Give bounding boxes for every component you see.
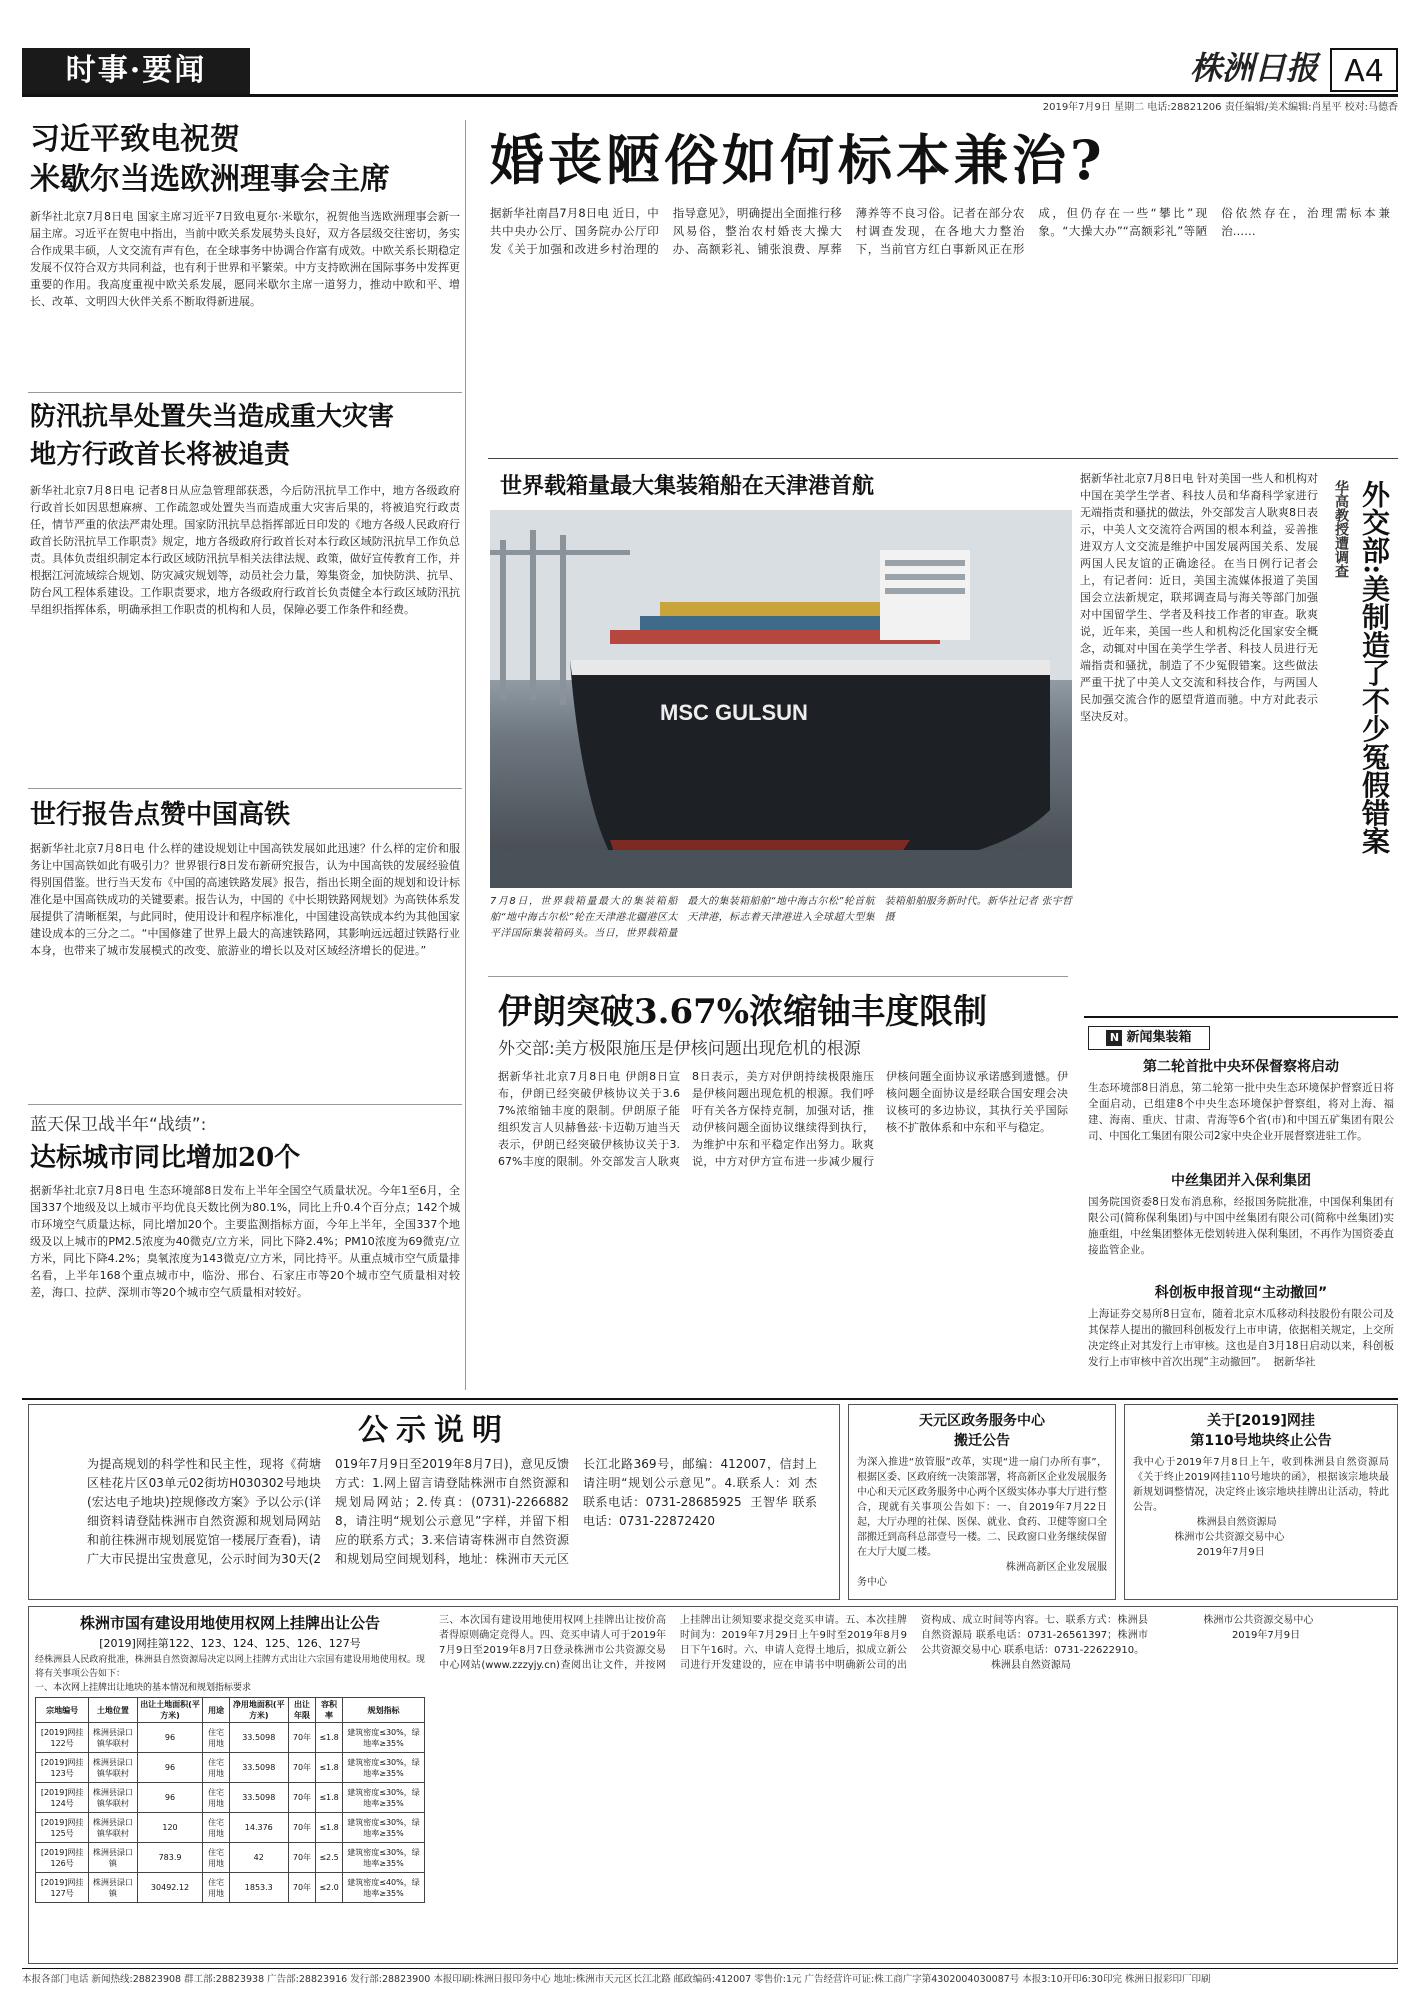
land-table-col-header: 容积率 — [316, 1698, 343, 1723]
land-table-row — [36, 1723, 425, 1753]
article-3-title: 世行报告点赞中国高铁 — [30, 800, 291, 830]
land-table-cell: 96 — [137, 1753, 203, 1783]
land-table-cell: 33.5098 — [229, 1753, 288, 1783]
land-table-cell: 120 — [137, 1813, 203, 1843]
land-table-cell: 14.376 — [229, 1813, 288, 1843]
land-table-cell: 30492.12 — [137, 1873, 203, 1903]
land-table-cell: 42 — [229, 1843, 288, 1873]
footer-text: 本报各部门电话 新闻热线:28823908 群工部:28823938 广告部:28823916 发行部:28823900 本报印刷:株洲日报印务中心 地址:株洲市天元区长江北路 邮政编码:412007 零售价:1元 广告经营许可证:株工商广字第4302004030087号 本报3:10开印6:30印完 株洲日报彩印厂印刷 — [22, 1974, 1211, 1985]
footer-rule — [22, 1968, 1398, 1969]
notice-4-table-caption: 一、本次网上挂牌出让地块的基本情况和规划指标要求 — [35, 1683, 252, 1693]
land-table-cell: 70年 — [288, 1723, 315, 1753]
land-table-cell: 70年 — [288, 1813, 315, 1843]
land-table-cell: 建筑密度≤30%，绿地率≥35% — [343, 1783, 425, 1813]
divider — [28, 788, 462, 789]
land-table-cell: 96 — [137, 1723, 203, 1753]
news-item-1-body: 生态环境部8日消息，第二轮第一批中央生态环境保护督察近日将全面启动，已组建8个中央生态环境保护督察组，将对上海、福建、海南、重庆、甘肃、青海等6个省(市)和中国五矿集团有限公司、中国化工集团有限公司2家中央企业开展督察进驻工作。 — [1088, 1082, 1394, 1142]
divider — [28, 1104, 462, 1105]
notice-4-intro: 经株洲县人民政府批准，株洲县自然资源局决定以网上挂牌方式出让六宗国有建设用地使用权。现将有关事项公告如下： — [35, 1655, 425, 1679]
land-table-col-header: 宗地编号 — [36, 1698, 89, 1723]
photo-title: 世界载箱量最大集装箱船在天津港首航 — [500, 473, 875, 499]
land-table-cell: 1853.3 — [229, 1873, 288, 1903]
land-table-col-header: 规划指标 — [343, 1698, 425, 1723]
land-table-row — [36, 1753, 425, 1783]
masthead-info: 2019年7月9日 星期二 电话:28821206 责任编辑/美术编辑:肖星平 校对:马德香 — [1042, 102, 1398, 113]
ship-name-label: MSC GULSUN — [660, 700, 808, 725]
divider — [488, 458, 1398, 459]
land-table-cell: 70年 — [288, 1783, 315, 1813]
article-5-title: 伊朗突破3.67%浓缩铀丰度限制 — [498, 992, 988, 1032]
land-table-cell: [2019]网挂123号 — [36, 1753, 89, 1783]
land-table-cell: 株洲县渌口镇华联村 — [89, 1723, 137, 1753]
page-number: A4 — [1330, 48, 1398, 92]
land-table-cell: ≤1.8 — [316, 1723, 343, 1753]
land-table-col-header: 净用地面积(平方米) — [229, 1698, 288, 1723]
notice-3-title: 关于[2019]网挂 第110号地块终止公告 — [1190, 1413, 1332, 1449]
land-table-col-header: 用途 — [203, 1698, 229, 1723]
land-table-cell: 株洲县渌口镇华联村 — [89, 1813, 137, 1843]
land-table-cell: 70年 — [288, 1753, 315, 1783]
news-item-3-title: 科创板申报首现“主动撤回” — [1154, 1285, 1328, 1301]
land-table-cell: 住宅用地 — [203, 1783, 229, 1813]
notice-1-title: 公示说明 — [358, 1413, 510, 1448]
news-icon: N — [1106, 1030, 1122, 1046]
main-article-body: 据新华社南昌7月8日电 近日，中共中央办公厅、国务院办公厅印发《关于加强和改进乡村治理的指导意见》，明确提出全面推行移风易俗，整治农村婚丧大操大办、高额彩礼、铺张浪费、厚葬薄养等不良习俗。记者在部分农村调查发现，在各地大力整治下，当前官方红白事新风正在形成，但仍存在一些“攀比”现象。“大操大办”“高额彩礼”等陋俗依然存在，治理需标本兼治…… — [490, 206, 1390, 256]
land-table-cell: 70年 — [288, 1843, 315, 1873]
land-table-cell: 株洲县渌口镇 — [89, 1843, 137, 1873]
land-table-col-header: 出让土地面积(平方米) — [137, 1698, 203, 1723]
notice-3 — [1124, 1404, 1398, 1600]
land-table-cell: 70年 — [288, 1873, 315, 1903]
land-table-cell: [2019]网挂122号 — [36, 1723, 89, 1753]
photo-caption: 7月8日，世界载箱量最大的集装箱船舶“地中海古尔松”轮在天津港北疆港区太平洋国际集装箱码头。当日，世界载箱量最大的集装箱船舶“地中海古尔松”轮首航天津港，标志着天津港进入全球超大型集装箱船舶服务新时代。新华社记者 张宇哲 摄 — [490, 896, 1076, 939]
land-table-row — [36, 1873, 425, 1903]
notice-4-title: 株洲市国有建设用地使用权网上挂牌出让公告 — [79, 1614, 380, 1632]
land-table-cell: 住宅用地 — [203, 1723, 229, 1753]
notice-4 — [28, 1606, 1398, 1964]
news-box-label — [1088, 1026, 1210, 1050]
land-table-cell: 33.5098 — [229, 1723, 288, 1753]
article-1-title: 习近平致电祝贺 米歇尔当选欧洲理事会主席 — [30, 122, 390, 197]
land-table-cell: [2019]网挂126号 — [36, 1843, 89, 1873]
notice-4-body: 三、本次国有建设用地使用权网上挂牌出让按价高者得原则确定竞得人。四、竞买申请人可于2019年7月9日至2019年8月7日登录株洲市公共资源交易中心网站(www.zzzyjy.cn)查阅出让文件，并按网上挂牌出让须知要求提交竞买申请。五、本次挂牌时间为：2019年7月29日上午9时至2019年8月9日下午16时。六、申请人竞得土地后，拟成立新公司进行开发建设的，应在申请书中明确新公司的出资构成、成立时间等内容。七、联系方式：株洲县自然资源局 联系电话：0731-26561397；株洲市公共资源交易中心 联系电话：0731-22622910。 株洲县自然资源局 株洲市公共资源交易中心 2019年7月9日 — [439, 1615, 1314, 1671]
land-table-cell: ≤1.8 — [316, 1753, 343, 1783]
article-3-body: 据新华社北京7月8日电 什么样的建设规划让中国高铁发展如此迅速？什么样的定价和服务让中国高铁如此有吸引力？世界银行8日发布新研究报告，认为中国高铁的发展经验值得别国借鉴。世行当天发布《中国的高速铁路发展》报告，指出长期全面的规划和设计标准化是中国高铁成功的关键要素。报告认为，中国的《中长期铁路网规划》为高铁体系发展提供了清晰框架，与此同时，使用设计和程序标准化，中国建设高铁成本约为其他国家建设成本的三分之二。“中国修建了世界上最大的高速铁路网，其影响远远超过铁路行业本身，也带来了城市发展模式的改变、旅游业的增长以及对区域经济增长的促进。” — [30, 842, 460, 957]
news-item-2-body: 国务院国资委8日发布消息称，经报国务院批准，中国保利集团有限公司(简称保利集团)与中国中丝集团有限公司(简称中丝集团)实施重组，中丝集团整体无偿划转进入保利集团，不再作为国资委直接监管企业。 — [1088, 1196, 1394, 1256]
section-name: 时事·要闻 — [65, 53, 207, 88]
land-table-cell: 株洲县渌口镇 — [89, 1873, 137, 1903]
notices-rule — [22, 1398, 1398, 1400]
land-table-cell: ≤1.8 — [316, 1813, 343, 1843]
land-table-cell: ≤2.0 — [316, 1873, 343, 1903]
paper-logo: 株洲日报 — [1190, 49, 1319, 87]
notice-2-title: 天元区政务服务中心 搬迁公告 — [919, 1413, 1045, 1449]
land-table-cell: 建筑密度≤30%，绿地率≥35% — [343, 1813, 425, 1843]
column-divider — [465, 120, 466, 1390]
land-table-header — [36, 1698, 425, 1723]
land-table-col-header: 土地位置 — [89, 1698, 137, 1723]
notice-1 — [28, 1404, 840, 1600]
land-table-cell: 株洲县渌口镇华联村 — [89, 1753, 137, 1783]
article-4-kicker: 蓝天保卫战半年“战绩”: — [30, 1115, 207, 1135]
land-table-cell: 建筑密度≤30%，绿地率≥35% — [343, 1753, 425, 1783]
land-table-body — [36, 1723, 425, 1903]
land-table-cell: 783.9 — [137, 1843, 203, 1873]
news-box — [1084, 1016, 1398, 1392]
land-table-cell: 建筑密度≤30%，绿地率≥35% — [343, 1843, 425, 1873]
side-body: 据新华社北京7月8日电 针对美国一些人和机构对中国在美学生学者、科技人员和华裔科学家进行无端指责和骚扰的做法，外交部发言人耿爽8日表示，中美人文交流符合两国的根本利益，妥善推进双方人文交流是维护中国发展两国关系、发展两国人民友谊的正确途径。在当日例行记者会上，有记者问：近日，美国主流媒体报道了美国国会立法新规定，联邦调查局与海关等部门加强对中国留学生、学者及科技工作者的审查。耿爽说，近年来，美国一些人和机构泛化国家安全概念，动辄对中国在美学生学者、科技人员进行无端指责和骚扰，制造了不少冤假错案。这些做法严重干扰了中美人文交流和科技合作，与两国人民加强交流合作的愿望背道而驰。中方对此表示坚决反对。 — [1080, 472, 1318, 723]
land-table-cell: ≤1.8 — [316, 1783, 343, 1813]
ship-photo — [490, 510, 1072, 888]
land-table-row — [36, 1783, 425, 1813]
news-item-3-body: 上海证券交易所8日宣布，随着北京木瓜移动科技股份有限公司及其保荐人提出的撤回科创板发行上市申请，依据相关规定，上交所决定终止对其发行上市审核。这也是自3月18日启动以来，科创板发行上市审核中首次出现“主动撤回”。 据新华社 — [1088, 1308, 1394, 1368]
article-5-subtitle: 外交部:美方极限施压是伊核问题出现危机的根源 — [498, 1039, 861, 1059]
section-tag — [22, 48, 250, 94]
notice-2 — [848, 1404, 1116, 1600]
article-4-body: 据新华社北京7月8日电 生态环境部8日发布上半年全国空气质量状况。今年1至6月，全国337个地级及以上城市平均优良天数比例为80.1%，同比上升0.4个百分点；142个城市环境空气质量达标，同比增加20个。主要监测指标方面，今年上半年，全国337个地级及以上城市的PM2.5浓度为40微克/立方米，同比下降2.4%；PM10浓度为69微克/立方米，同比下降4.2%；臭氧浓度为143微克/立方米，同比持平。从重点城市空气质量排名看，上半年168个重点城市中，临汾、邢台、石家庄市等20个城市空气质量相对较差，海口、拉萨、深圳市等20个城市空气质量相对较好。 — [30, 1184, 460, 1299]
masthead-rule — [22, 94, 1398, 97]
land-table-cell: 住宅用地 — [203, 1753, 229, 1783]
article-2-title: 防汛抗旱处置失当造成重大灾害 地方行政首长将被追责 — [30, 402, 395, 470]
land-table-cell: 建筑密度≤30%，绿地率≥35% — [343, 1723, 425, 1753]
ship-illustration — [490, 510, 1072, 888]
news-box-label-text: 新闻集装箱 — [1126, 1030, 1192, 1045]
land-table-cell: 住宅用地 — [203, 1873, 229, 1903]
notice-4-subtitle: [2019]网挂第122、123、124、125、126、127号 — [99, 1637, 361, 1650]
land-table-row — [36, 1843, 425, 1873]
land-table-cell: [2019]网挂127号 — [36, 1873, 89, 1903]
land-table-cell: 33.5098 — [229, 1783, 288, 1813]
land-table-cell: 株洲县渌口镇华联村 — [89, 1783, 137, 1813]
divider — [28, 392, 462, 393]
notice-2-body: 为深入推进“放管服”改革，实现“进一扇门办所有事”，根据区委、区政府统一决策部署，将高新区企业发展服务中心和天元区政务服务中心两个区级实体办事大厅进行整合，现就有关事项公告如下：一、自2019年7月22日起，大厅办理的社保、医保、就业、食药、卫健等窗口全部搬迁到高科总部壹号一楼。二、民政窗口业务继续保留在大厅大厦二楼。 株洲高新区企业发展服务中心 — [857, 1457, 1108, 1588]
land-table-col-header: 出让年限 — [288, 1698, 315, 1723]
land-table-cell: 96 — [137, 1783, 203, 1813]
article-4-title: 达标城市同比增加20个 — [30, 1143, 301, 1173]
notice-1-body: 为提高规划的科学性和民主性，现将《荷塘区桂花片区03单元02街坊H030302号地块(宏达电子地块)控规修改方案》予以公示(详细资料请登陆株洲市自然资源和规划局网站和前往株洲市规划展览馆一楼展厅查看)，请广大市民提出宝贵意见，公示时间为30天(2019年7月9日至2019年8月7日)，意见反馈方式：1.网上留言请登陆株洲市自然资源和规划局网站；2.传真：(0731)-22668828，请注明“规划公示意见”字样，并留下相应的联系方式；3.来信请寄株洲市自然资源和规划局空间规划科，地址：株洲市天元区长江北路369号，邮编：412007，信封上请注明“规划公示意见”。4.联系人：刘 杰 联系电话：0731-28685925 王智华 联系电话：0731-22872420 — [87, 1457, 821, 1566]
notice-3-body: 我中心于2019年7月8日上午，收到株洲县自然资源局《关于终止2019网挂110号地块的函》，根据该宗地块最新规划调整情况，决定终止该宗地块挂牌出让活动，特此公告。 株洲县自然资源局 株洲市公共资源交易中心 2019年7月9日 — [1133, 1457, 1389, 1558]
article-1-body: 新华社北京7月8日电 国家主席习近平7日致电夏尔·米歇尔，祝贺他当选欧洲理事会新一届主席。习近平在贺电中指出，当前中欧关系发展势头良好，双方各层级交往密切，务实合作成果丰硕，人文交流有声有色，在全球事务中协调合作富有成效。中欧关系长期稳定发展不仅符合双方共同利益，也有利于世界和平繁荣。中方支持欧洲在国际事务中发挥更重要的作用。我高度重视中欧关系发展，愿同米歇尔主席一道努力，推动中欧和平、增长、改革、文明四大伙伴关系不断取得新进展。 — [30, 210, 460, 308]
side-kicker: 华高教授遭调查 — [1333, 480, 1349, 578]
land-table-cell: 住宅用地 — [203, 1843, 229, 1873]
side-title: 外交部:美制造了不少冤假错案 — [1358, 480, 1391, 855]
divider — [488, 976, 1068, 977]
main-headline: 婚丧陋俗如何标本兼治? — [490, 128, 1106, 192]
news-item-1-title: 第二轮首批中央环保督察将启动 — [1143, 1059, 1339, 1075]
land-table-cell: [2019]网挂125号 — [36, 1813, 89, 1843]
land-table — [35, 1697, 425, 1903]
land-table-cell: ≤2.5 — [316, 1843, 343, 1873]
land-table-row — [36, 1813, 425, 1843]
article-2-body: 新华社北京7月8日电 记者8日从应急管理部获悉，今后防汛抗旱工作中，地方各级政府行政首长如因思想麻痹、工作疏忽或处置失当而造成重大灾害后果的，将被追究行政责任，情节严重的依法严肃处理。国家防汛抗旱总指挥部近日印发的《地方各级人民政府行政首长防汛抗旱工作职责》规定，地方各级政府行政首长对本行政区域防汛抗旱工作负总责。具体负责组织制定本行政区域防汛抗旱相关法律法规、政策，做好宣传教育工作，并根据江河流域综合规划、防灾减灾规划等，动员社会力量，筹集资金，加快防洪、抗旱、防台风工程体系建设。工作职责要求，地方各级政府行政首长负责健全本行政区域防汛抗旱组织指挥体系，明确承担工作职责的机构和人员，保障必要工作条件和经费。 — [30, 484, 460, 616]
news-item-2-title: 中丝集团并入保利集团 — [1171, 1173, 1311, 1189]
land-table-cell: [2019]网挂124号 — [36, 1783, 89, 1813]
land-table-cell: 住宅用地 — [203, 1813, 229, 1843]
article-5-body: 据新华社北京7月8日电 伊朗8日宣布，伊朗已经突破伊核协议关于3.67%浓缩铀丰度的限制。伊朗原子能组织发言人贝赫鲁兹·卡迈勒万迪当天表示，伊朗已经突破伊核协议关于3.67%丰度的限制。外交部发言人耿爽8日表示，美方对伊朗持续极限施压是伊核问题出现危机的根源。我们呼吁有关各方保持克制，加强对话，推动伊核问题全面协议继续得到执行，为维护中东和平稳定作出努力。耿爽说，中方对伊方宣布进一步减少履行伊核问题全面协议承诺感到遗憾。伊核问题全面协议是经联合国安理会决议核可的多边协议，其执行关乎国际核不扩散体系和中东和平与稳定。 — [498, 1070, 1068, 1168]
land-table-cell: 建筑密度≤40%，绿地率≥35% — [343, 1873, 425, 1903]
